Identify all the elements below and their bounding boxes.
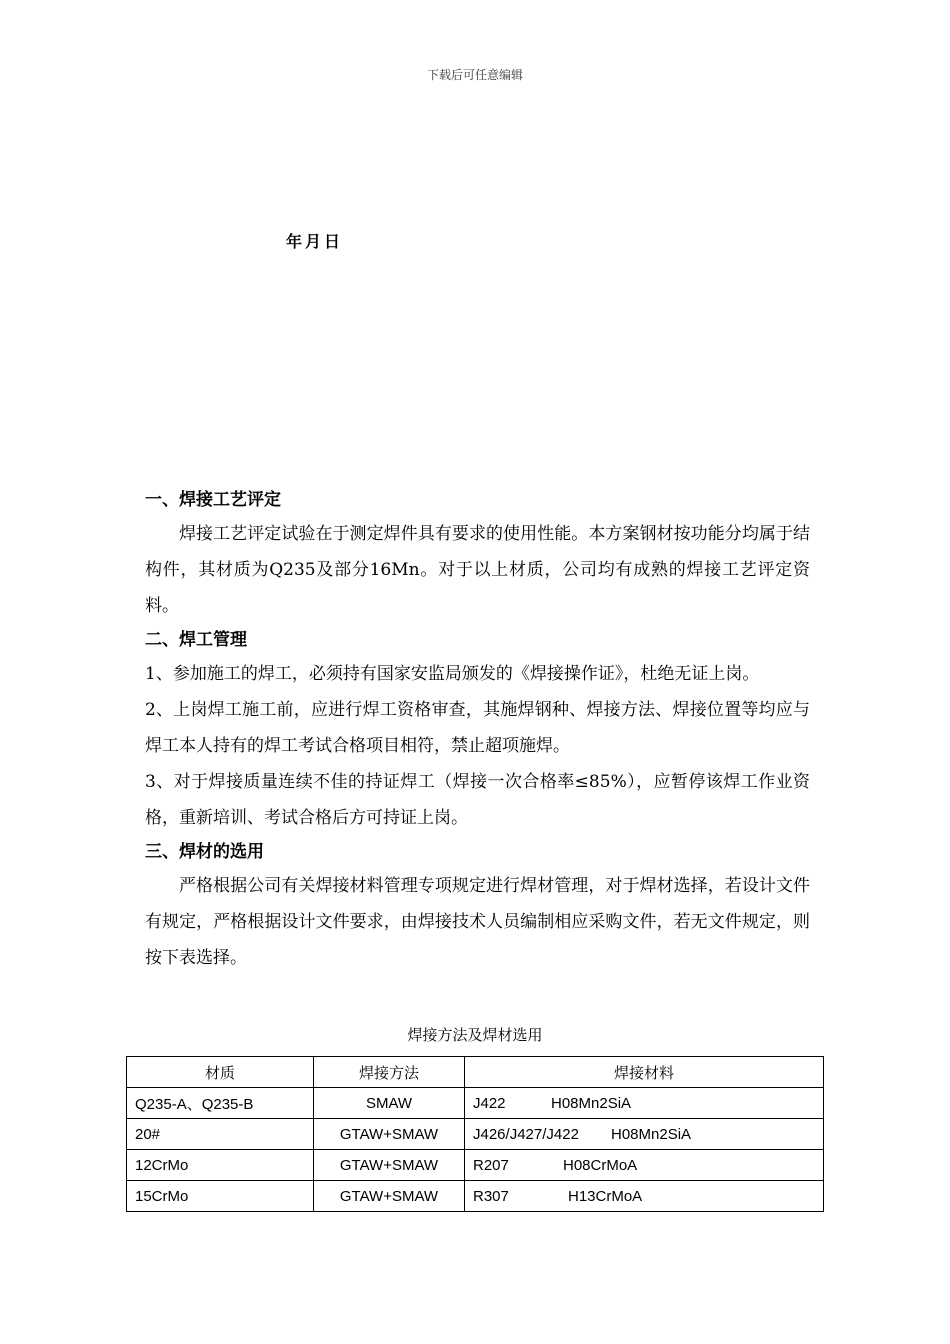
table-row <box>127 1119 824 1150</box>
section-heading: 一、焊接工艺评定 <box>145 490 281 510</box>
cell-material: Q235-A、Q235-B <box>127 1088 314 1119</box>
section-welder-management <box>145 624 810 836</box>
section-heading: 二、焊工管理 <box>145 630 247 650</box>
section-material-selection <box>145 836 810 976</box>
table-header-row <box>127 1057 824 1088</box>
cell-material: 15CrMo <box>127 1181 314 1212</box>
cell-consumables <box>465 1119 824 1150</box>
paragraph: 1、参加施工的焊工，必须持有国家安监局颁发的《焊接操作证》，杜绝无证上岗。 <box>145 664 760 684</box>
cell-material: 20# <box>127 1119 314 1150</box>
cell-material: 12CrMo <box>127 1150 314 1181</box>
filler-wire: H13CrMoA <box>568 1187 643 1205</box>
column-header-consumables: 焊接材料 <box>465 1057 824 1088</box>
column-header-method: 焊接方法 <box>314 1057 465 1088</box>
cell-consumables <box>465 1088 824 1119</box>
cell-consumables <box>465 1181 824 1212</box>
paragraph: 2、上岗焊工施工前，应进行焊工资格审查，其施焊钢种、焊接方法、焊接位置等均应与焊工本人持有的焊工考试合格项目相符，禁止超项施焊。 <box>145 700 810 756</box>
paragraph: 严格根据公司有关焊接材料管理专项规定进行焊材管理，对于焊材选择，若设计文件有规定，严格根据设计文件要求，由焊接技术人员编制相应采购文件，若无文件规定，则按下表选择。 <box>145 876 810 968</box>
date-line: 年月日 <box>286 232 344 251</box>
electrode: J422 <box>473 1094 506 1112</box>
paragraph: 焊接工艺评定试验在于测定焊件具有要求的使用性能。本方案钢材按功能分均属于结构件，其材质为Q235及部分16Mn。对于以上材质，公司均有成熟的焊接工艺评定资料。 <box>145 524 810 616</box>
column-header-material: 材质 <box>127 1057 314 1088</box>
cell-method: GTAW+SMAW <box>314 1181 465 1212</box>
table-row <box>127 1088 824 1119</box>
filler-wire: H08Mn2SiA <box>551 1094 632 1112</box>
table-caption: 焊接方法及焊材选用 <box>407 1026 543 1044</box>
page-header: 下载后可任意编辑 <box>426 68 523 82</box>
electrode: J426/J427/J422 <box>473 1125 579 1143</box>
cell-method: SMAW <box>314 1088 465 1119</box>
cell-method: GTAW+SMAW <box>314 1119 465 1150</box>
section-welding-procedure <box>145 484 810 624</box>
filler-wire: H08CrMoA <box>563 1156 638 1174</box>
electrode: R307 <box>473 1187 509 1205</box>
document-body <box>145 484 810 976</box>
cell-consumables <box>465 1150 824 1181</box>
table-row <box>127 1181 824 1212</box>
filler-wire: H08Mn2SiA <box>611 1125 692 1143</box>
electrode: R207 <box>473 1156 509 1174</box>
cell-method: GTAW+SMAW <box>314 1150 465 1181</box>
section-heading: 三、焊材的选用 <box>145 842 264 862</box>
welding-materials-table <box>126 1056 824 1212</box>
table-row <box>127 1150 824 1181</box>
paragraph: 3、对于焊接质量连续不佳的持证焊工（焊接一次合格率≤85%），应暂停该焊工作业资格，重新培训、考试合格后方可持证上岗。 <box>145 772 810 828</box>
